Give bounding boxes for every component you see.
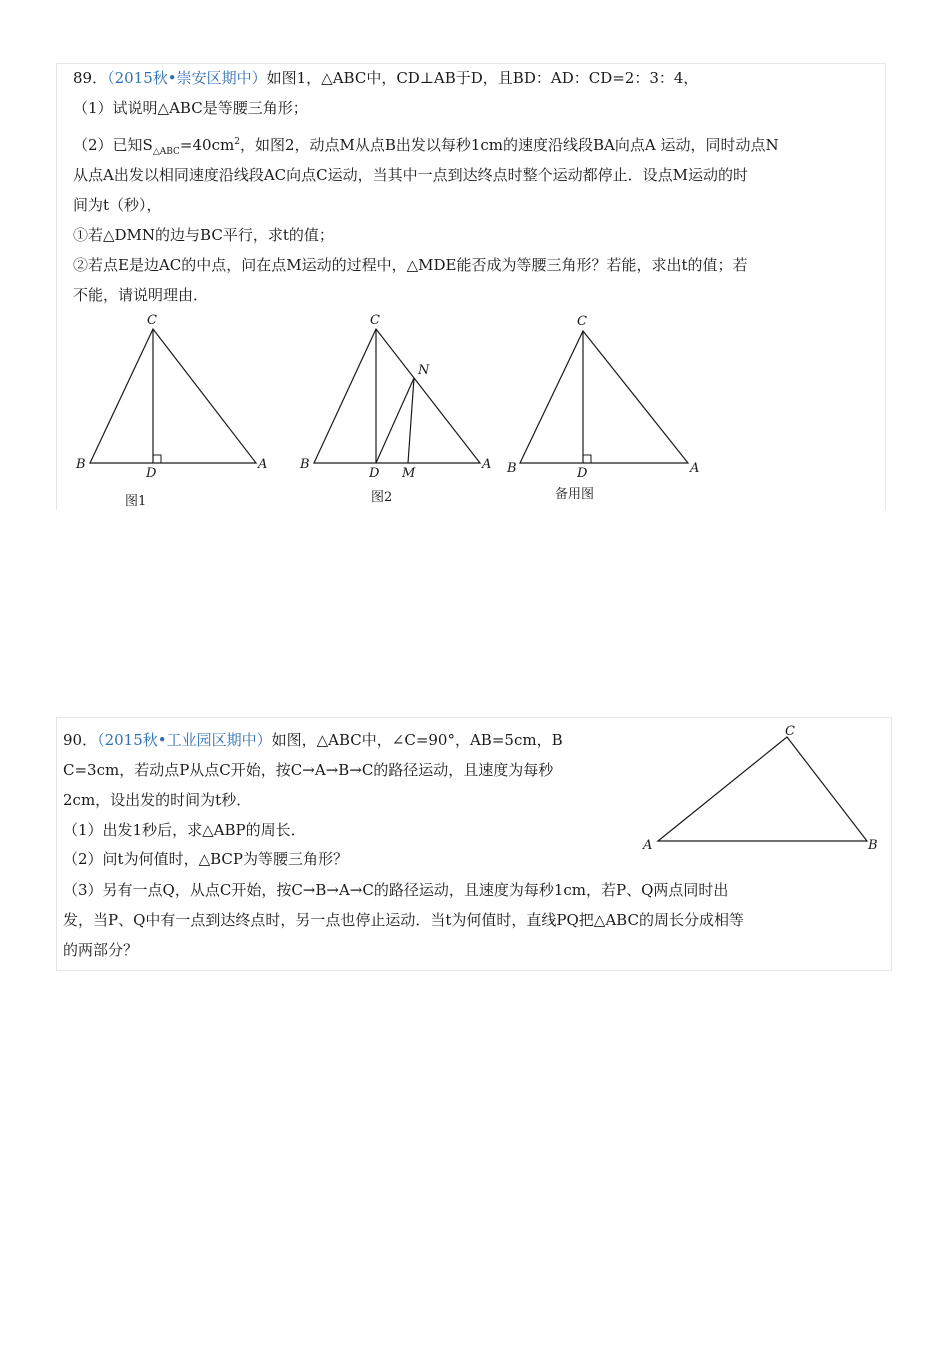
label-a: A xyxy=(690,461,700,476)
problem-90-intro-line-1 xyxy=(63,730,563,750)
q2-text-a: （2）已知S xyxy=(73,136,153,154)
question-3-line-2: 发，当P、Q中有一点到达终点时，另一点也停止运动．当t为何值时，直线PQ把△ABC的周长分成相等 xyxy=(63,911,744,929)
figure-2 xyxy=(299,313,491,505)
label-b: B xyxy=(300,457,310,472)
figure-1 xyxy=(75,313,267,509)
label-a: A xyxy=(258,457,268,472)
triangle-abc xyxy=(314,329,480,463)
figure-spare xyxy=(506,314,699,502)
spare-figure-caption: 备用图 xyxy=(555,487,595,502)
question-3-line-1: （3）另有一点Q，从点C开始，按C→B→A→C的路径运动，且速度为每秒1cm，若P、Q两点同时出 xyxy=(63,881,729,899)
q2-text-c: ，如图2，动点M从点B出发以每秒1cm的速度沿线段BA向点A 运动，同时动点N xyxy=(239,136,779,154)
question-1: （1）出发1秒后，求△ABP的周长． xyxy=(63,821,306,839)
problem-90-intro-line-2: C=3cm，若动点P从点C开始，按C→A→B→C的路径运动，且速度为每秒 xyxy=(63,761,554,779)
question-2: （2）问t为何值时，△BCP为等腰三角形？ xyxy=(63,850,348,868)
triangle-abc xyxy=(520,331,688,463)
sub-question-2-line-2: 不能，请说明理由． xyxy=(73,286,209,304)
label-c: C xyxy=(147,313,157,328)
sub-question-1: ①若△DMN的边与BC平行，求t的值； xyxy=(73,226,334,244)
problem-90-intro-line-3: 2cm，设出发的时间为t秒． xyxy=(63,791,252,809)
triangle-abc xyxy=(658,737,867,841)
problem-89 xyxy=(56,63,886,510)
label-c: C xyxy=(370,313,380,328)
sub-question-2-line-1: ②若点E是边AC的中点，问在点M运动的过程中，△MDE能否成为等腰三角形？若能，求出t的值；若 xyxy=(73,256,748,274)
question-3-line-3: 的两部分？ xyxy=(63,941,139,959)
question-2-line-3: 间为t（秒）， xyxy=(73,196,162,214)
label-c: C xyxy=(785,724,795,739)
problem-90 xyxy=(56,717,892,971)
problem-number: 89． xyxy=(73,69,108,87)
figure-1-caption: 图1 xyxy=(125,494,147,509)
label-a: A xyxy=(643,838,653,853)
problem-source: （2015秋•工业园区期中） xyxy=(97,731,272,749)
problem-intro-text: 如图1，△ABC中，CD⊥AB于D，且BD：AD：CD=2：3：4， xyxy=(266,69,699,87)
problem-source: （2015秋•崇安区期中） xyxy=(107,69,267,87)
triangle-abc xyxy=(90,329,256,463)
question-2-line-2: 从点A出发以相同速度沿线段AC向点C运动，当其中一点到达终点时整个运动都停止．设点M运动的时 xyxy=(73,166,748,184)
problem-number: 90． xyxy=(63,731,98,749)
problem-intro-text: 如图，△ABC中，∠C=90°，AB=5cm，B xyxy=(271,731,563,749)
question-1: （1）试说明△ABC是等腰三角形； xyxy=(73,99,308,117)
label-d: D xyxy=(577,466,588,481)
label-d: D xyxy=(369,466,380,481)
q2-text-b: =40cm xyxy=(179,136,235,154)
label-b: B xyxy=(76,457,86,472)
problem-90-figure xyxy=(637,718,887,858)
right-angle-mark xyxy=(583,455,591,463)
label-a: A xyxy=(482,457,492,472)
problem-89-figures xyxy=(57,310,885,510)
problem-89-intro xyxy=(73,68,698,88)
label-b: B xyxy=(868,838,878,853)
q2-subscript: △ABC xyxy=(152,147,180,157)
right-angle-mark xyxy=(153,455,161,463)
figure-2-caption: 图2 xyxy=(371,490,393,505)
label-n: N xyxy=(418,363,430,378)
label-c: C xyxy=(577,314,587,329)
q2-superscript: 2 xyxy=(234,137,240,147)
label-b: B xyxy=(507,461,517,476)
label-m: M xyxy=(402,466,416,481)
label-d: D xyxy=(146,466,157,481)
question-2-line-1 xyxy=(73,132,779,162)
